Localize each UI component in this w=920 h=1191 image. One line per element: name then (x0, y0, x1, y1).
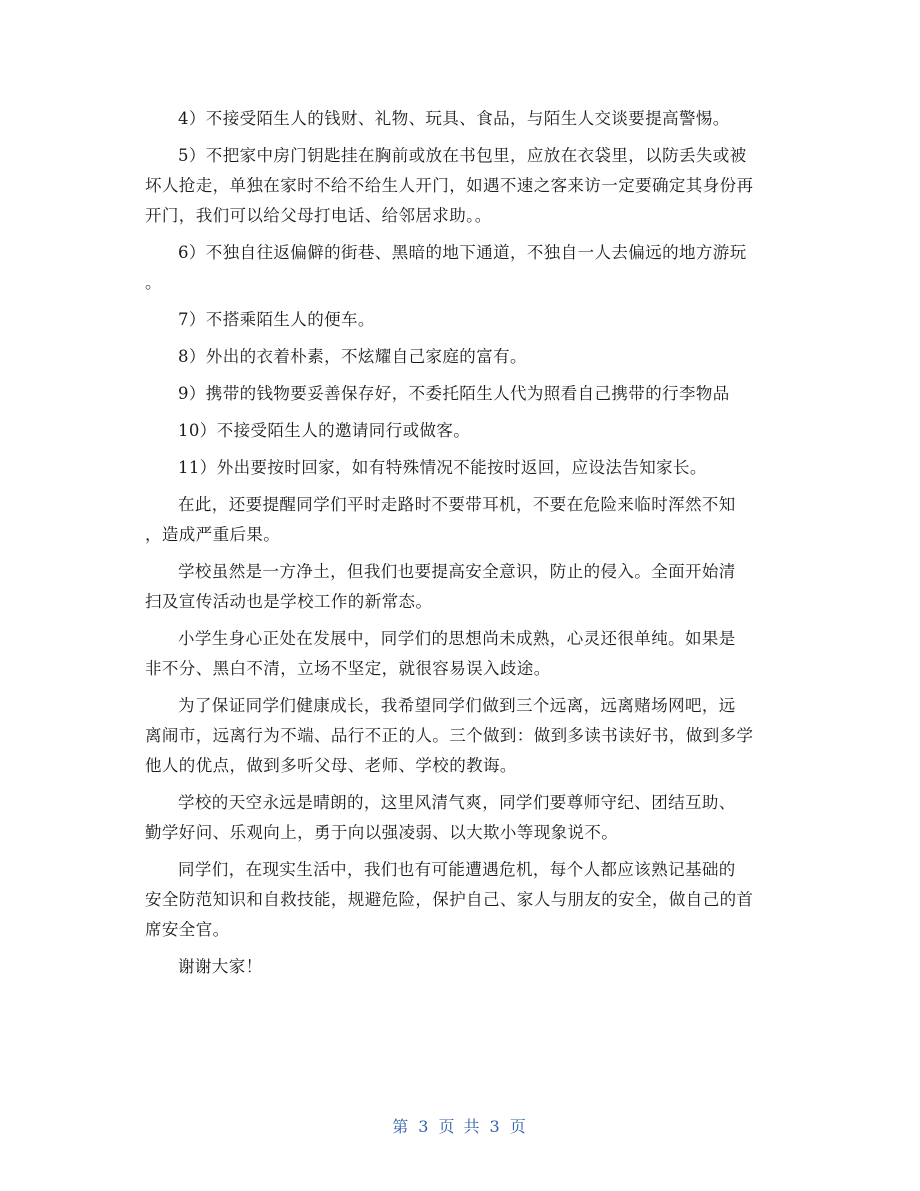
paragraph-line: 5）不把家中房门钥匙挂在胸前或放在书包里，应放在衣袋里，以防丢失或被 (178, 146, 747, 165)
paragraph-line: 谢谢大家！ (178, 957, 263, 976)
paragraph-line: 4）不接受陌生人的钱财、礼物、玩具、食品，与陌生人交谈要提高警惕。 (178, 109, 730, 128)
footer-total-pages: 3 (489, 1117, 502, 1136)
paragraph (145, 624, 785, 684)
paragraph-line: 在此，还要提醒同学们平时走路时不要带耳机，不要在危险来临时浑然不知 (178, 495, 736, 514)
paragraph-line: 6）不独自往返偏僻的街巷、黑暗的地下通道，不独自一人去偏远的地方游玩 (178, 243, 747, 262)
paragraph-line: ，造成严重后果。 (145, 525, 281, 544)
paragraph (145, 855, 785, 945)
paragraph (145, 104, 785, 134)
paragraph-line: 7）不搭乘陌生人的便车。 (178, 310, 375, 329)
paragraph (145, 952, 785, 982)
paragraph (145, 490, 785, 550)
paragraph (145, 141, 785, 231)
paragraph-line: 坏人抢走，单独在家时不给不给生人开门，如遇不速之客来访一定要确定其身份再 (145, 176, 754, 195)
paragraph-line: 学校虽然是一方净土，但我们也要提高安全意识，防止的侵入。全面开始清 (178, 562, 736, 581)
paragraph-line: 10）不接受陌生人的邀请同行或做客。 (178, 421, 471, 440)
paragraph (145, 788, 785, 848)
paragraph-line: 非不分、黑白不清，立场不坚定，就很容易误入歧途。 (145, 659, 551, 678)
footer-prefix: 第 (392, 1117, 411, 1136)
paragraph-line: 9）携带的钱物要妥善保存好，不委托陌生人代为照看自己携带的行李物品 (178, 384, 730, 403)
paragraph-line: 席安全官。 (145, 920, 230, 939)
paragraph-line: 为了保证同学们健康成长，我希望同学们做到三个远离，远离赌场网吧，远 (178, 696, 736, 715)
paragraph-line: 开门，我们可以给父母打电话、给邻居求助。。 (145, 206, 492, 225)
paragraph-line: 学校的天空永远是晴朗的，这里风清气爽，同学们要尊师守纪、团结互助、 (178, 793, 736, 812)
paragraph-line: 他人的优点，做到多听父母、老师、学校的教诲。 (145, 756, 517, 775)
paragraph (145, 557, 785, 617)
paragraph-line: 扫及宣传活动也是学校工作的新常态。 (145, 592, 433, 611)
paragraph (145, 379, 785, 409)
footer-mid: 页 共 (438, 1117, 482, 1136)
paragraph-line: 11）外出要按时回家，如有特殊情况不能按时返回，应设法告知家长。 (178, 458, 707, 477)
footer-current-page: 3 (418, 1117, 431, 1136)
paragraph (145, 453, 785, 483)
page-footer (0, 1114, 920, 1137)
paragraph-line: 。 (145, 273, 162, 292)
document-body (145, 104, 785, 989)
paragraph-line: 同学们，在现实生活中，我们也有可能遭遇危机，每个人都应该熟记基础的 (178, 860, 736, 879)
paragraph (145, 238, 785, 298)
footer-suffix: 页 (509, 1117, 528, 1136)
paragraph (145, 305, 785, 335)
paragraph (145, 342, 785, 372)
paragraph-line: 安全防范知识和自救技能，规避危险，保护自己、家人与朋友的安全，做自己的首 (145, 890, 754, 909)
paragraph-line: 小学生身心正处在发展中，同学们的思想尚未成熟，心灵还很单纯。如果是 (178, 629, 736, 648)
paragraph-line: 8）外出的衣着朴素，不炫耀自己家庭的富有。 (178, 347, 527, 366)
paragraph-line: 离闹市，远离行为不端、品行不正的人。三个做到：做到多读书读好书，做到多学 (145, 726, 754, 745)
paragraph (145, 416, 785, 446)
paragraph-line: 勤学好问、乐观向上，勇于向以强凌弱、以大欺小等现象说不。 (145, 823, 619, 842)
paragraph (145, 691, 785, 781)
